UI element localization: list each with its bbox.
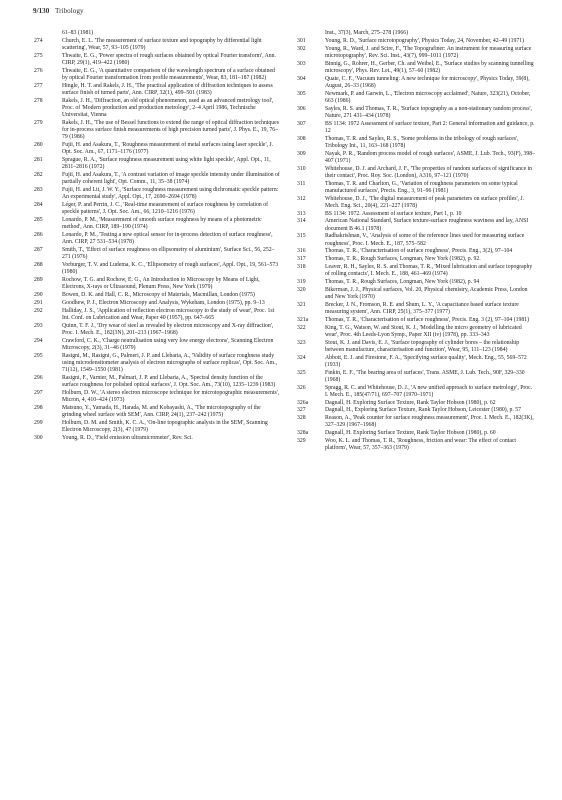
- reference-text: Smith, T., 'Effect of surface roughness on ellipsometry of aluminium', Surface Sci., 56, 252–271 (1976): [62, 247, 275, 261]
- section-title: Tribology: [55, 7, 84, 15]
- reference-number: 297: [34, 390, 43, 396]
- reference-entry: [34, 420, 280, 434]
- reference-number: 292: [34, 307, 43, 314]
- reference-entry: [297, 248, 535, 255]
- reference-text: Rakels, J. H., 'Diffraction, an old optical phenomenon, used as an advanced metrology tool', Proc. of 'Modern production and production metrology', 2–4 April 1986, Technische Universitat, Vienna: [62, 97, 274, 119]
- reference-number: 321: [297, 301, 306, 308]
- reference-text: Goodhew, P. J., Electron Microscopy and Analysis, Wykeham, London (1975), pp. 9–13: [62, 300, 265, 306]
- reference-text: Lonardo, P. M., 'Measurement of smooth surface roughness by means of a photometric method', Ann. CIRP, 189–190 (1974): [62, 217, 262, 231]
- reference-entry: [297, 38, 535, 45]
- reference-text: Thomas, T. R. and Sayles, R. S., 'Some problems in the tribology of rough surfaces', Tribology Int., 11, 163–168 (1978): [325, 135, 519, 149]
- reference-number: 314: [297, 218, 306, 225]
- reference-text: Rasigni, M., Rasigni, G., Palmeri, J. P. and Llebaria, A., 'Validity of surface roughness study using microdensitometer analysis of electron micrographs of surface replicas', Opt. Soc. Am., 71(12), 1549–1550 (1981): [62, 352, 278, 374]
- reference-entry: [297, 76, 535, 90]
- reference-entry: [297, 106, 535, 120]
- reference-entry: [297, 196, 535, 210]
- reference-entry: [34, 172, 280, 186]
- reference-number: 301: [297, 37, 306, 44]
- left-reference-column: [34, 30, 280, 443]
- reference-entry: [34, 187, 280, 201]
- reference-number: 320: [297, 286, 306, 293]
- reference-entry: [297, 256, 535, 263]
- reference-text: Quinn, T. F. J., 'Dry wear of steel as revealed by electron microscopy and X-ray diffraction', Proc. I. Mech. E., 182(3N), 201–213 (1967–1968): [62, 322, 274, 336]
- reference-text: Woo, K. L. and Thomas, T. R., 'Roughness, friction and wear: The effect of contact platform', Wear, 57, 357–363 (1979): [325, 437, 517, 452]
- reference-number: 296: [34, 375, 43, 381]
- reference-entry: [297, 61, 535, 75]
- reference-entry: [297, 302, 535, 316]
- reference-number: 287: [34, 247, 43, 254]
- reference-text: Fujii, H. and Asakura, T., 'A contrast variation of image speckle intensity under illumination of partially coherent light', Opt. Comm., 11, 35–38 (1974): [62, 172, 280, 186]
- reference-text: Stout, K. J. and Davis, E. J., 'Surface topography of cylinder bores – the relationship between manufacture, characterisation and function', Wear, 95, 111–123 (1984): [325, 339, 520, 353]
- reference-number: 316: [297, 248, 306, 255]
- reference-number: 294: [34, 337, 43, 344]
- reference-number: 276: [34, 67, 43, 74]
- reference-number: 324: [297, 354, 306, 361]
- reference-entry: [34, 202, 280, 216]
- reference-text: Radhakrishnan, V., 'Analysis of some of the reference lines used for measuring surface roughness', Proc. I. Mech. E., 187, 575–582: [325, 233, 525, 247]
- reference-number: 283: [34, 187, 43, 194]
- reference-number: 323: [297, 339, 306, 346]
- reference-number: 327: [297, 407, 306, 414]
- reference-number: 309: [297, 150, 306, 157]
- reference-entry: [34, 435, 280, 442]
- reference-continuation: 61–83 (1981): [62, 30, 94, 36]
- reference-text: Quate, C. F., 'Vacuum tunneling: A new technique for microscopy', Physics Today, 39(8), August, 26–33 (1968): [325, 75, 530, 89]
- reference-entry: [34, 353, 280, 375]
- reference-text: Nayak, P. R., 'Random process model of rough surfaces', ASME, J. Lub. Tech., 93(F), 398–407 (1971): [325, 150, 535, 164]
- reference-text: BS 1134: 1972. Assessment of surface texture, Part 1, p. 10: [325, 210, 462, 217]
- reference-text: Matsuno, Y., Yamada, H., Harada, M. and Kobayashi, A., 'The microtopography of the grinding wheel surface with SEM', Ann. CIRP, 24(1), 237–242 (1975): [62, 405, 261, 419]
- reference-entry: [34, 53, 280, 67]
- reference-text: Thwaite, E. G., 'A quantitative comparison of the wavelength spectrum of a surface obtained by optical Fourier transformation from profile measurements', Wear, 83, 181–187 (1982): [62, 67, 275, 81]
- reference-text: Fujii, H. and Asakura, T., 'Roughness measurement of metal surfaces using laser speckle', J. Opt. Soc. Am., 67, 1171–1176 (1977): [62, 142, 274, 156]
- reference-number: 315: [297, 233, 306, 240]
- reference-entry: [34, 390, 280, 404]
- reference-entry: [297, 340, 535, 354]
- reference-entry: [297, 415, 535, 429]
- reference-entry: [34, 83, 280, 97]
- reference-text: Brecker, J. N., Fromson, R. E. and Shum, L. Y., 'A capacitance based surface texture measuring system', Ann. CIRP, 25(1), 375–377 (1977): [325, 301, 519, 315]
- reference-number: 306: [297, 105, 306, 112]
- reference-entry: [34, 375, 280, 389]
- reference-text: American National Standard, Surface texture-surface roughness waviness and lay, ANSI document B 46.1 (1978): [325, 218, 529, 232]
- reference-text: King, T. G., Watson, W. and Stout, K. J., 'Modelling the micro geometry of lubricated wear', Proc. 4th Leeds-Lyon Symp., Paper XII (iv) (1978), pp. 333–343: [325, 324, 522, 338]
- reference-entry: [297, 355, 535, 369]
- reference-entry: [297, 400, 535, 407]
- reference-entry: [297, 438, 535, 452]
- reference-text: Bikerman, J. J., Physical surfaces, Vol. 20, Physical chemistry, Academic Press, London and New York (1970): [325, 286, 528, 300]
- reference-text: Holburn, D. W., 'A stereo electron microscope technique for microtopographic measurements', Micron, 4, 410–424 (1973): [62, 390, 280, 404]
- reference-text: Thomas, T. R. and Charlton, G., 'Variation of roughness parameters on some typical manufactured surfaces', Precis. Eng., 3, 91–96 (1981): [325, 180, 518, 194]
- reference-number: 279: [34, 120, 43, 126]
- reference-number: 319: [297, 278, 306, 285]
- reference-text: Abbott, E. J. and Firestone, F. A., 'Specifying surface quality', Mech. Eng., 55, 569–572 (1933): [325, 354, 527, 368]
- reference-number: 311: [297, 180, 306, 187]
- reference-number: 289: [34, 277, 43, 284]
- right-reference-column: [297, 30, 535, 453]
- reference-text: Young, R. D., 'Field emission ultramicrometer', Rev. Sci.: [62, 435, 193, 441]
- reference-number: 322: [297, 324, 306, 331]
- reference-entry: [34, 262, 280, 276]
- reference-entry: [297, 181, 535, 195]
- reference-text: Thomas, T. R., 'Characterisation of surface roughness', Precis. Eng., 3(2), 97–104: [325, 248, 513, 255]
- reference-number: 280: [34, 142, 43, 149]
- page-header: [33, 7, 532, 19]
- reference-text: Lonardo, P. M., 'Testing a new optical sensor for in-process detection of surface roughness', Ann. CIRP, 27 531–534 (1978): [62, 232, 273, 246]
- reference-number: 307: [297, 120, 306, 127]
- reference-entry: [297, 218, 535, 232]
- reference-continuation: Inst., 37(3), March, 275–278 (1966): [325, 30, 409, 36]
- reference-entry: [34, 68, 280, 82]
- reference-text: Spragg, R. C. and Whitehouse, D. J., 'A new unified approach to surface metrology', Proc. I. Mech. E., 185(47/71), 697–707 (1970–1971): [325, 384, 533, 398]
- reference-number: 281: [34, 157, 43, 164]
- reference-entry: [297, 91, 535, 105]
- reference-entry: [34, 323, 280, 337]
- reference-number: 300: [34, 435, 43, 441]
- reference-text: Fujii, H. and Lit, J. W. Y., 'Surface roughness measurement using dichromatic speckle pattern: An experimental study', Appl. Opt., 17, 2690–2694 (1978): [62, 187, 279, 201]
- reference-number: 326a: [297, 399, 309, 406]
- reference-number: 286: [34, 232, 43, 239]
- reference-entry: [34, 98, 280, 120]
- reference-entry: [34, 247, 280, 261]
- reference-entry: [34, 157, 280, 171]
- reference-text: Bowen, D. K. and Hall, C. R., Microscopy of Materials, Macmillan, London (1975): [62, 292, 255, 299]
- reference-entry: [297, 430, 535, 437]
- reference-entry: [297, 233, 535, 247]
- reference-entry: [297, 264, 535, 278]
- reference-number: 326: [297, 384, 306, 391]
- reference-text: Vorburger, T. V. and Ludema, K. C., 'Ellipsometry of rough surfaces', Appl. Opt., 19, 561–573 (1980): [62, 262, 279, 276]
- reference-entry: [34, 38, 280, 52]
- reference-number: 317: [297, 256, 306, 263]
- reference-text: Thomas, T. R., Rough Surfaces, Longman, New York (1982), p. 94: [325, 278, 480, 285]
- reference-number: 312: [297, 195, 306, 202]
- reference-number: 325: [297, 369, 306, 376]
- reference-number: 304: [297, 75, 306, 82]
- reference-text: Dagnall, H. Exploring Surface Texture, Rank Taylor Hobson (1980), p. 60: [325, 430, 496, 437]
- reference-text: Hingle, H. T. and Rakels, J. H., 'The practical application of diffraction techniques to assess surface finish of turned parts', Ann. CIRP, 32(1), 499–501 (1983): [62, 82, 273, 96]
- reference-number: 328a: [297, 430, 309, 437]
- reference-number: 285: [34, 217, 43, 224]
- reference-number: 305: [297, 90, 306, 97]
- reference-entry: [297, 151, 535, 165]
- reference-entry: [297, 407, 535, 414]
- reference-number: 277: [34, 82, 43, 89]
- reference-text: Whitehouse, D. J. and Archard, J. F., 'The properties of random surfaces of significance in their contact', Proc. Roy. Soc. (London), A316, 97–121 (1970): [325, 165, 533, 179]
- reference-text: Reason, A., 'Peak counter for surface roughness measurement', Proc. I. Mech. E., 182(3K), 327–329 (1967–1968): [325, 415, 534, 429]
- reference-number: 275: [34, 52, 43, 59]
- reference-number: 290: [34, 292, 43, 299]
- reference-entry: [297, 287, 535, 301]
- reference-entry: [34, 338, 280, 352]
- reference-text: Thwaite, E. G., 'Power spectra of rough surfaces obtained by optical Fourier transform', Ann. CIRP, 29(1), 419–422 (1980): [62, 52, 276, 66]
- reference-entry: [297, 385, 535, 399]
- reference-text: Young, R. D., 'Surface microtopography', Physics Today, 24, November, 42–49 (1971): [325, 37, 525, 44]
- reference-number: 288: [34, 262, 43, 269]
- reference-text: Sayles, R. S. and Thomas, T. R., 'Surface topography as a non-stationary random process', Nature, 271 431–434 (1978): [325, 105, 532, 119]
- reference-number: 278: [34, 97, 43, 104]
- reference-entry: [297, 279, 535, 286]
- reference-entry: [297, 166, 535, 180]
- reference-text: Church, E. L. 'The measurement of surface texture and topography by differential light scattering', Wear, 57, 93–105 (1979): [62, 37, 262, 51]
- reference-entry: [34, 232, 280, 246]
- reference-number: 308: [297, 135, 306, 142]
- reference-entry: [297, 317, 535, 324]
- reference-number: 329: [297, 437, 306, 444]
- reference-text: Thomas, T. R., 'Characterisation of surface roughness', Precis. Eng. 3 (2), 97–104 (1981): [325, 316, 530, 323]
- reference-text: Binnig, G., Rohrer, H., Gerber, Ch. and Weibel, E., 'Surface studies by scanning tunnelling microscopy', Phys. Rev. Let., 49(1), 57–60 (1982): [325, 60, 534, 74]
- reference-text: Léger, P. and Perrin, J. C., 'Real-time measurement of surface roughness by correlation of speckle patterns', J. Opt. Soc. Am., 66, 1210–1216 (1976): [62, 202, 268, 216]
- reference-entry: [34, 405, 280, 419]
- reference-number: 284: [34, 202, 43, 209]
- reference-text: Leaver, R. H., Sayles, R. S. and Thomas, T. R., 'Mixed lubrication and surface topography of rolling contacts', I. Mech. E., 188, 461–469 (1974): [325, 263, 533, 278]
- reference-text: Dagnall, H., Exploring Surface Texture, Rank Taylor Hobson, Leicester (1980), p. 57: [325, 407, 522, 414]
- reference-number: 293: [34, 322, 43, 329]
- reference-entry: [34, 308, 280, 322]
- reference-number: 303: [297, 60, 306, 67]
- reference-entry: [34, 300, 280, 307]
- reference-number: 298: [34, 405, 43, 411]
- reference-entry: [297, 136, 535, 150]
- reference-entry: [297, 121, 535, 135]
- reference-entry: [34, 217, 280, 231]
- reference-entry: [297, 325, 535, 339]
- reference-number: 295: [34, 352, 43, 359]
- reference-text: Halliday, J. S., 'Application of reflection electron microscopy to the study of wear', Proc. 1st Int. Conf. on Lubrication and Wear, Paper 40 (1957), pp. 647–665: [62, 307, 275, 321]
- page-number: 9/130: [33, 7, 50, 15]
- reference-number: 310: [297, 165, 306, 172]
- reference-number: 299: [34, 420, 43, 426]
- reference-entry: [34, 120, 280, 142]
- reference-entry: [34, 142, 280, 156]
- reference-text: Finkin, E. F., 'The bearing area of surfaces', Trans. ASME, J. Lub. Tech., 90F, 329–330 (1968): [325, 369, 525, 383]
- reference-number: 302: [297, 45, 306, 52]
- reference-text: Whitehouse, D. J., 'The digital measurement of peak parameters on surface profiles', J. Mech. Eng. Sci., 20(4), 221–227 (1978): [325, 195, 525, 209]
- reference-number: 282: [34, 172, 43, 179]
- reference-text: Newmark, P. and Garwin, L., 'Electron microscopy acclaimed', Nature, 323(21), October, 663 (1986): [325, 90, 531, 104]
- reference-entry: [297, 46, 535, 60]
- reference-number: 328: [297, 415, 306, 422]
- reference-text: Rakels, J. H., 'The use of Bessel functions to extend the range of optical diffraction techniques for in-process surface finish measurements of high precision turned parts', J. Phys. E., 19, 76–79 (1986): [62, 120, 279, 141]
- reference-text: Sprague, R. A., 'Surface roughness measurement using white light speckle', Appl. Opt., 11, 2811–2816 (1972): [62, 157, 271, 171]
- reference-number: 274: [34, 37, 43, 44]
- reference-entry: [34, 292, 280, 299]
- reference-text: Thomas, T. R., Rough Surfaces, Longman, New York (1982), p. 92.: [325, 256, 481, 263]
- reference-text: Young, R., Ward, J. and Scire, F., 'The Topografiner: An instrument for measuring surface microtopography', Rev. Sci. Inst., 43(7), 999–1011 (1972): [325, 45, 532, 59]
- reference-text: BS 1134: 1972 Assessment of surface texture, Part 2: General information and guidance, p. 12: [325, 120, 535, 134]
- reference-text: Holburn, D. M. and Smith, K. C. A., 'On-line topographic analysis in the SEM', Scanning Electron Microscopy, 2(3), 47 (1979): [62, 420, 268, 434]
- reference-text: Rochow, T. G. and Rochow, E. G., An Introduction to Microscopy by Means of Light, Electrons, X-rays or Ultrasound, Plenum Press, New York (1979): [62, 277, 260, 291]
- reference-entry: [297, 370, 535, 384]
- reference-text: Rasigni, F., Varnier, M., Palmari, J. P. and Llebaria, A., 'Spectral density function of the surface roughness for polished optical surfaces', J. Opt. Soc. Am., 73(10), 1235–1239 (1983): [62, 375, 276, 389]
- reference-number: 321a: [297, 316, 309, 323]
- reference-entry: [297, 211, 535, 218]
- reference-number: 291: [34, 300, 43, 306]
- reference-text: Dagnall, H. Exploring Surface Texture, Rank Taylor Hobson (1980), p. 62: [325, 399, 496, 406]
- reference-entry: [34, 277, 280, 291]
- reference-text: Crawford, C. K., 'Charge neutralisation using very low energy electrons', Scanning Electron Microscopy, 2(3), 31–46 (1979): [62, 337, 274, 351]
- reference-number: 318: [297, 263, 306, 270]
- reference-number: 313: [297, 210, 306, 217]
